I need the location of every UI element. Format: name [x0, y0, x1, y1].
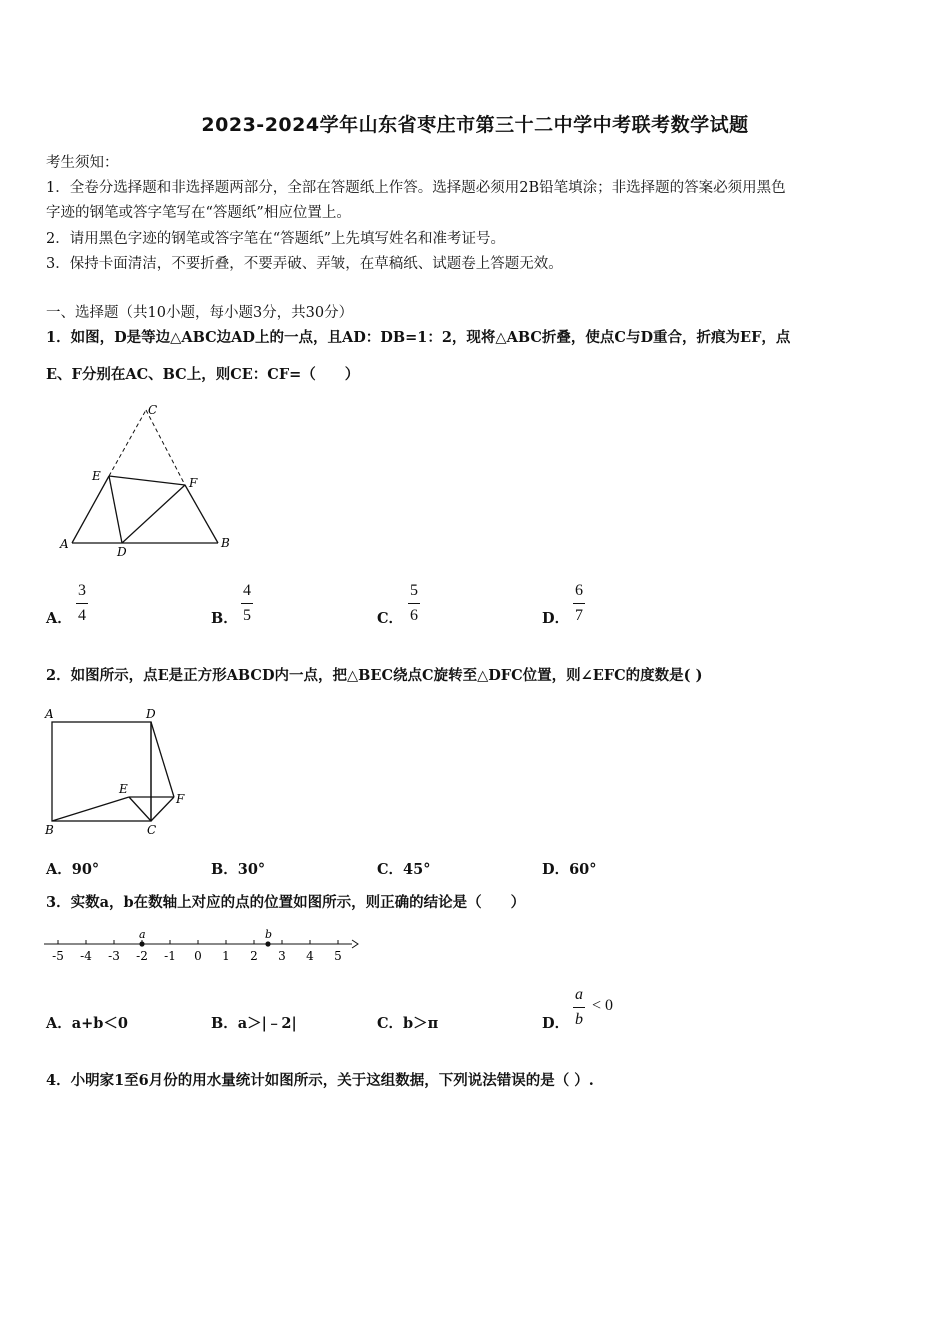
- q1-option-c-denominator: 6: [410, 607, 418, 624]
- notice-item-1-line-1: 1．全卷分选择题和非选择题两部分，全部在答题纸上作答。选择题必须用2B铅笔填涂；非选择题的答案必须用黑色: [46, 180, 786, 196]
- q3-option-b: B．a＞|﹣2|: [211, 1015, 297, 1032]
- q3-option-d-numerator: a: [575, 986, 583, 1003]
- q3-number-line: [40, 926, 360, 970]
- q1-option-b-denominator: 5: [243, 607, 251, 624]
- q1-option-d-denominator: 7: [575, 607, 583, 624]
- q1-label-f: F: [189, 476, 198, 490]
- q3-text: 3．实数a，b在数轴上对应的点的位置如图所示，则正确的结论是（ ）: [46, 894, 526, 911]
- point-a-label: a: [139, 928, 146, 941]
- q1-option-c-fraction: [408, 582, 420, 625]
- q1-label-c: C: [148, 403, 158, 417]
- q2-label-f: F: [176, 792, 185, 806]
- number-line-tick-label: 4: [306, 949, 314, 963]
- number-line-tick-label: -4: [80, 949, 92, 963]
- number-line-tick-label: 3: [278, 949, 286, 963]
- notice-heading: 考生须知：: [46, 155, 119, 171]
- q2-text: 2．如图所示，点E是正方形ABCD内一点，把△BEC绕点C旋转至△DFC位置，则∠EFC的度数是( ): [46, 667, 703, 684]
- section-heading: 一、选择题（共10小题，每小题3分，共30分）: [46, 305, 354, 321]
- q1-option-a-numerator: 3: [78, 582, 86, 599]
- number-line-tick-label: -1: [164, 949, 176, 963]
- number-line-arrow: [352, 940, 358, 948]
- q2-label-c: C: [147, 823, 157, 837]
- q2-label-d: D: [146, 707, 156, 721]
- q3-option-d-relation: < 0: [592, 997, 614, 1014]
- point-b-marker: [265, 941, 270, 946]
- q2-label-b: B: [45, 823, 54, 837]
- page-title: 2023-2024学年山东省枣庄市第三十二中学中考联考数学试题: [201, 114, 749, 136]
- q1-option-b-label: B．: [211, 610, 238, 627]
- q1-option-d-label: D．: [542, 610, 570, 627]
- number-line-tick-label: 1: [222, 949, 230, 963]
- q1-option-b-fraction: [241, 582, 253, 625]
- q1-label-b: B: [221, 536, 230, 550]
- q1-option-a-label: A．: [46, 610, 72, 627]
- q1-option-d-fraction: [573, 582, 585, 625]
- q2-option-b: B．30°: [211, 861, 266, 878]
- q2-square-figure: [40, 700, 200, 840]
- q3-option-c: C．b＞π: [377, 1015, 439, 1032]
- number-line-tick-label: -3: [108, 949, 120, 963]
- q1-option-b-numerator: 4: [243, 582, 251, 599]
- number-line-tick-label: 2: [250, 949, 258, 963]
- q3-option-a: A．a+b＜0: [46, 1015, 129, 1032]
- q2-option-c: C．45°: [377, 861, 431, 878]
- notice-item-3: 3．保持卡面清洁，不要折叠，不要弄破、弄皱，在草稿纸、试题卷上答题无效。: [46, 256, 563, 272]
- notice-item-2: 2．请用黑色字迹的钢笔或答字笔在“答题纸”上先填写姓名和准考证号。: [46, 231, 506, 247]
- q2-option-d: D．60°: [542, 861, 597, 878]
- q1-option-a-denominator: 4: [78, 607, 86, 624]
- q3-option-d-fraction: [573, 986, 585, 1029]
- q1-text-line-1: 1．如图，D是等边△ABC边AD上的一点，且AD：DB=1：2，现将△ABC折叠，使点C与D重合，折痕为EF，点: [46, 329, 791, 346]
- q1-label-d: D: [117, 545, 127, 559]
- q1-option-a-fraction: [76, 582, 88, 625]
- q1-option-c-numerator: 5: [410, 582, 418, 599]
- number-line-tick-label: -5: [52, 949, 64, 963]
- notice-item-1-line-2: 字迹的钢笔或答字笔写在“答题纸”相应位置上。: [46, 205, 351, 221]
- q2-label-e: E: [119, 782, 128, 796]
- q1-triangle-figure: [50, 398, 240, 563]
- q1-label-a: A: [60, 537, 69, 551]
- q4-text: 4．小明家1至6月份的用水量统计如图所示，关于这组数据，下列说法错误的是（ ）.: [46, 1072, 594, 1089]
- number-line-tick-label: 5: [334, 949, 342, 963]
- q1-option-c-label: C．: [377, 610, 404, 627]
- q2-label-a: A: [45, 707, 54, 721]
- number-line-tick-label: 0: [194, 949, 202, 963]
- number-line-tick-label: -2: [136, 949, 148, 963]
- point-b-label: b: [265, 928, 273, 941]
- point-a-marker: [139, 941, 144, 946]
- q1-label-e: E: [92, 469, 101, 483]
- q1-text-line-2: E、F分别在AC、BC上，则CE：CF=（ ）: [46, 366, 360, 383]
- q2-option-a: A．90°: [46, 861, 100, 878]
- q3-option-d-label: D．: [542, 1015, 570, 1032]
- q1-option-d-numerator: 6: [575, 582, 583, 599]
- q3-option-d-denominator: b: [575, 1011, 583, 1028]
